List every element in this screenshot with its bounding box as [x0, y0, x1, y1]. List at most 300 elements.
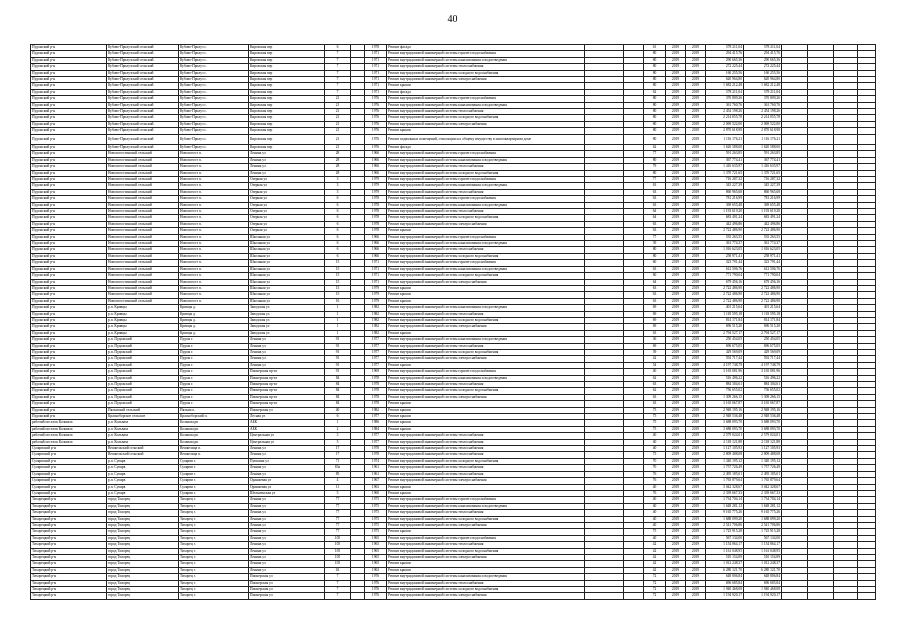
table-cell: Кубово-Прилуз с. — [179, 51, 249, 57]
table-cell: Ремонт внутридомовой инженерной системы теплоснабжения — [387, 446, 585, 452]
table-cell: 1982 — [365, 324, 387, 330]
repair-program-table — [30, 44, 876, 600]
table-cell: Пионерская ул — [249, 574, 325, 580]
table-cell: 1 682 212,48 — [744, 83, 782, 89]
table-cell: рабочий поселок Кольваза — [31, 439, 107, 445]
table-cell: 1975 — [365, 516, 387, 522]
table-cell: Ремонт внутридомовой инженерной системы горячего водоснабжения — [387, 151, 585, 157]
table-cell: 2019 — [686, 484, 706, 490]
table-cell: 39 — [644, 241, 666, 247]
table-cell: 2019 — [666, 324, 686, 330]
table-cell: Кировская пер — [249, 134, 325, 144]
table-cell: Суоярви г. — [179, 471, 249, 477]
table-cell: Пяльмский сельский — [107, 407, 179, 413]
table-cell: р.п. Кривцы — [107, 305, 179, 311]
table-cell: 2019 — [666, 593, 686, 599]
table-cell: 2019 — [666, 109, 686, 115]
table-cell: 1 118 595,18 — [706, 311, 744, 317]
table-cell: 2019 — [686, 70, 706, 76]
table-cell: 1978 — [365, 394, 387, 400]
table-cell: р.п. Кривцы — [107, 317, 179, 323]
table-cell: Кривцы д. — [179, 311, 249, 317]
table-cell: Кубово-Прилузский сельский — [107, 70, 179, 76]
table-cell: 69 — [644, 317, 666, 323]
table-cell: Ленина ул — [249, 548, 325, 554]
table-cell: 2 214 055,78 — [744, 115, 782, 121]
table-cell: 2019 — [686, 510, 706, 516]
table-cell: Школьная ул — [249, 273, 325, 279]
table-cell: 2019 — [686, 241, 706, 247]
table-cell: Ленина ул — [249, 343, 325, 349]
table-cell: 2019 — [666, 388, 686, 394]
table-cell: 2019 — [666, 497, 686, 503]
table-cell: Кубово-Прилузский сельский — [107, 64, 179, 70]
table-cell: 781 216,99 — [744, 196, 782, 202]
table-cell: 2019 — [666, 253, 686, 259]
table-cell: Тихорец г. — [179, 554, 249, 560]
table-cell: Ремонт внутридомовой инженерной системы теплоснабжения — [387, 311, 585, 317]
table-cell: 80 — [644, 121, 666, 127]
table-cell: 76 — [644, 471, 666, 477]
table-cell: Ремонт внутридомовой инженерной системы холодного водоснабжения — [387, 317, 585, 323]
table-cell: 1 765 879,64 — [744, 478, 782, 484]
table-cell: 2019 — [666, 407, 686, 413]
table-cell: 2019 — [686, 401, 706, 407]
table-cell: 250 454,05 — [744, 337, 782, 343]
table-cell: 2019 — [666, 170, 686, 176]
table-cell: Пионерская пр-кт — [249, 369, 325, 375]
table-cell: Ремонт внутридомовой инженерной системы теплоснабжения — [387, 439, 585, 445]
table-cell: Школьная ул — [249, 260, 325, 266]
table-cell: 2019 — [666, 580, 686, 586]
table-cell: 36 — [644, 337, 666, 343]
table-cell: р.п. Пудожский — [107, 337, 179, 343]
table-cell: 2019 — [666, 70, 686, 76]
table-cell: Лесная ул — [249, 414, 325, 420]
table-cell: Новопогостинский сельский — [107, 221, 179, 227]
table-cell: 85 — [325, 471, 351, 477]
table-cell: 1966 — [365, 241, 387, 247]
table-cell: 2019 — [686, 266, 706, 272]
table-cell: 3 — [325, 177, 351, 183]
table-cell: Кубово-Прилузский сельский — [107, 121, 179, 127]
table-cell: Пионерская ул — [249, 580, 325, 586]
table-cell: 2019 — [686, 144, 706, 150]
table-cell: город Тихорец — [107, 554, 179, 560]
table-cell: Кривцы д. — [179, 324, 249, 330]
table-cell: 258 971,41 — [744, 253, 782, 259]
table-cell: 6 — [325, 45, 351, 51]
table-cell: Озерная ул — [249, 228, 325, 234]
table-cell: 1 682 212,48 — [706, 83, 744, 89]
table-cell: 814 171,84 — [706, 317, 744, 323]
table-cell: Суоярви г. — [179, 465, 249, 471]
table-cell: Кубово-Прилузский сельский — [107, 83, 179, 89]
table-cell: Школьная ул — [249, 285, 325, 291]
table-cell: 15 — [325, 260, 351, 266]
table-cell: 2 454 198,26 — [706, 109, 744, 115]
table-cell: Ремонт крыши — [387, 292, 585, 298]
table-cell: 40 — [644, 522, 666, 528]
table-cell: 3 165 081,96 — [706, 369, 744, 375]
table-cell: Пудожский р-н — [31, 221, 107, 227]
table-cell: р.п. Суоярв — [107, 458, 179, 464]
table-cell: 84 — [325, 382, 351, 388]
table-cell: Ремонт крыши — [387, 426, 585, 432]
table-cell: 1979 — [365, 189, 387, 195]
table-cell: 2019 — [686, 548, 706, 554]
table-cell: Пудожский р-н — [31, 189, 107, 195]
table-cell: 69 — [644, 324, 666, 330]
table-cell: город Тихорец — [107, 542, 179, 548]
table-cell: 578 211,04 — [744, 89, 782, 95]
table-cell: 2019 — [666, 426, 686, 432]
table-cell: 2019 — [666, 77, 686, 83]
table-cell: 1979 — [365, 177, 387, 183]
table-cell: 39 — [644, 349, 666, 355]
table-cell: 2 069 522,00 — [744, 121, 782, 127]
table-cell: Школьная ул — [249, 241, 325, 247]
table-cell: 716 287,32 — [744, 177, 782, 183]
table-cell: Пудож г. — [179, 401, 249, 407]
table-cell: 6 — [325, 221, 351, 227]
table-cell: 756 655,02 — [744, 388, 782, 394]
table-cell: 2 722 486,90 — [706, 298, 744, 304]
table-cell: 2019 — [666, 471, 686, 477]
table-cell: 1978 — [365, 202, 387, 208]
table-cell: 75 — [644, 420, 666, 426]
table-cell: Новопогост п. — [179, 228, 249, 234]
table-cell: Кубово-Прилуз с. — [179, 128, 249, 134]
table-cell: Суоярвский р-н — [31, 490, 107, 496]
table-cell: Новопогостинский сельский — [107, 260, 179, 266]
table-cell: 21 — [325, 121, 351, 127]
table-cell: Пудожский р-н — [31, 77, 107, 83]
table-cell: Пудожский р-н — [31, 102, 107, 108]
table-cell: Тихорец г. — [179, 574, 249, 580]
table-cell: Кубово-Прилузский сельский — [107, 109, 179, 115]
table-cell: 75 — [644, 529, 666, 535]
table-cell: 6 — [325, 228, 351, 234]
table-cell: Ремонт внутридомовой инженерной системы теплоснабжения — [387, 109, 585, 115]
table-cell: 77 — [325, 522, 351, 528]
table-cell: Ремонт внутридомовой инженерной системы теплоснабжения — [387, 433, 585, 439]
table-cell: Суоярвский р-н — [31, 465, 107, 471]
table-cell: Пудожский р-н — [31, 260, 107, 266]
table-cell: 2019 — [666, 548, 686, 554]
table-cell: Пудожский р-н — [31, 144, 107, 150]
table-cell: 2 541 706,86 — [744, 522, 782, 528]
table-cell: 612 506,76 — [744, 266, 782, 272]
table-cell: 1 194 920,17 — [744, 593, 782, 599]
table-cell: 15 — [325, 273, 351, 279]
table-cell: город Тихорец — [107, 529, 179, 535]
table-cell: 1 016 623,05 — [744, 247, 782, 253]
table-cell: 1984 — [365, 426, 387, 432]
table-cell: Ленина ул — [249, 465, 325, 471]
table-cell: 716 287,32 — [706, 177, 744, 183]
table-cell: 63 — [644, 228, 666, 234]
table-cell: Ремонт внутридомовой инженерной системы электроснабжения — [387, 279, 585, 285]
table-cell: Суоярвский р-н — [31, 446, 107, 452]
table-cell: 6 — [325, 215, 351, 221]
table-cell: Пудожский р-н — [31, 228, 107, 234]
table-cell: Вешкельский сельский — [107, 452, 179, 458]
table-cell: 2 870 618,98 — [744, 128, 782, 134]
table-cell: 1 118 595,18 — [744, 311, 782, 317]
table-cell: Кубово-Прилуз с. — [179, 96, 249, 102]
table-cell: 4 197 748,79 — [744, 362, 782, 368]
table-cell: 1 370 721,65 — [744, 170, 782, 176]
table-cell: Ремонт крыши — [387, 407, 585, 413]
table-cell: 1976 — [365, 587, 387, 593]
table-cell: Новопогостинский сельский — [107, 209, 179, 215]
table-cell: Кубово-Прилузский сельский — [107, 77, 179, 83]
table-cell: Озерная ул — [249, 209, 325, 215]
table-cell: Кубово-Прилуз с. — [179, 45, 249, 51]
table-cell: 2019 — [686, 433, 706, 439]
table-cell: 361 760,76 — [744, 102, 782, 108]
table-cell: 2019 — [666, 510, 686, 516]
table-cell: Кировская пер — [249, 45, 325, 51]
table-cell: 62 — [644, 89, 666, 95]
table-cell: 7 — [325, 57, 351, 63]
table-cell: 40 — [644, 433, 666, 439]
table-cell: Ремонт внутридомовой инженерной системы электроснабжения — [387, 522, 585, 528]
table-cell: 1986 — [365, 420, 387, 426]
table-cell: 42 — [644, 356, 666, 362]
table-cell: 696 685,84 — [744, 580, 782, 586]
table-cell: 683 491,24 — [744, 215, 782, 221]
table-cell: 2019 — [686, 452, 706, 458]
table-cell: Новопогост п. — [179, 221, 249, 227]
table-cell: 369 655,48 — [744, 202, 782, 208]
table-cell: 2019 — [686, 503, 706, 509]
table-cell: 442 496,86 — [744, 221, 782, 227]
table-cell: 1978 — [365, 45, 387, 51]
table-cell: 2019 — [666, 503, 686, 509]
table-cell: 63 — [644, 401, 666, 407]
table-cell: Ремонт фасада — [387, 144, 585, 150]
table-cell: 21 — [325, 115, 351, 121]
table-cell: Тихорец г. — [179, 587, 249, 593]
table-cell: 63 — [644, 266, 666, 272]
table-cell: Ремонт внутридомовой инженерной системы канализования и водоотведения — [387, 503, 585, 509]
table-cell: 2019 — [686, 535, 706, 541]
table-cell: 578 211,04 — [706, 89, 744, 95]
table-cell: 21 — [325, 128, 351, 134]
table-cell: Ремонт внутридомовой инженерной системы электроснабжения — [387, 221, 585, 227]
table-cell: 323 791,44 — [706, 260, 744, 266]
table-cell: 2019 — [686, 221, 706, 227]
table-cell: 17 — [325, 452, 351, 458]
table-cell: Суоярвский р-н — [31, 458, 107, 464]
table-cell: Ремонт внутридомовой инженерной системы горячего водоснабжения — [387, 369, 585, 375]
table-cell: 771 790,04 — [706, 273, 744, 279]
table-cell: Пионерская пр-кт — [249, 382, 325, 388]
table-cell: 2 722 486,90 — [706, 292, 744, 298]
table-cell: 1977 — [365, 414, 387, 420]
table-cell: Пудожский р-н — [31, 234, 107, 240]
table-cell: 2019 — [666, 215, 686, 221]
table-cell: Ремонт внутридомовой инженерной системы теплоснабжения — [387, 510, 585, 516]
table-cell: Пудожский р-н — [31, 292, 107, 298]
table-cell: Новопогост п. — [179, 285, 249, 291]
table-cell: 3 165 067,87 — [744, 401, 782, 407]
table-cell: Новопогостинский сельский — [107, 189, 179, 195]
table-cell: 1978 — [365, 196, 387, 202]
table-cell: 1 309 266,15 — [706, 394, 744, 400]
table-cell: 6 — [325, 414, 351, 420]
table-cell: 15 — [325, 285, 351, 291]
table-cell: 2019 — [666, 330, 686, 336]
table-cell: Пудожский р-н — [31, 356, 107, 362]
table-cell: 516 496,22 — [706, 375, 744, 381]
table-cell: 7 — [325, 77, 351, 83]
table-cell: Тихорец г. — [179, 522, 249, 528]
table-cell: Ремонт внутридомовой инженерной системы канализования и водоотведения — [387, 266, 585, 272]
table-cell: 2019 — [686, 388, 706, 394]
table-cell: 510 154,89 — [744, 554, 782, 560]
table-cell: 1977 — [365, 439, 387, 445]
table-cell: Ленина ул — [249, 452, 325, 458]
table-cell: 64 — [644, 209, 666, 215]
table-cell: 1978 — [365, 215, 387, 221]
table-cell: Ленина ул — [249, 503, 325, 509]
table-cell: 6 280 121,70 — [706, 567, 744, 573]
table-cell: р.п. Пудожский — [107, 356, 179, 362]
table-cell: 2 809 488,08 — [706, 452, 744, 458]
table-cell: Ремонт внутридомовой инженерной системы холодного водоснабжения — [387, 253, 585, 259]
table-cell: Новопогост п. — [179, 196, 249, 202]
table-cell: 2019 — [686, 311, 706, 317]
table-cell: 2019 — [686, 337, 706, 343]
table-cell: 80 — [644, 170, 666, 176]
table-cell: 2019 — [666, 89, 686, 95]
table-cell: 2019 — [666, 177, 686, 183]
table-cell: 2019 — [666, 554, 686, 560]
table-cell: 63 — [644, 202, 666, 208]
table-cell: 2019 — [686, 196, 706, 202]
table-cell: Ремонт крыши — [387, 490, 585, 496]
table-cell: Заводская ул — [249, 311, 325, 317]
table-cell: 2019 — [666, 516, 686, 522]
table-cell: Ленина ул — [249, 170, 325, 176]
table-cell: Новопогостинский сельский — [107, 253, 179, 259]
table-cell: 1966 — [365, 247, 387, 253]
table-cell: 2019 — [686, 426, 706, 432]
table-cell: Новопогост п. — [179, 170, 249, 176]
table-cell: 648 806,84 — [744, 574, 782, 580]
table-cell: 28 — [325, 151, 351, 157]
table-cell: Пудожский р-н — [31, 89, 107, 95]
table-cell: 2019 — [686, 89, 706, 95]
table-cell: 1966 — [365, 157, 387, 163]
table-cell: Кубово-Прилуз с. — [179, 83, 249, 89]
table-cell: 1977 — [365, 362, 387, 368]
table-cell: 2019 — [686, 115, 706, 121]
table-cell: 2019 — [686, 407, 706, 413]
table-cell: Ремонт внутридомовой инженерной системы канализования и водоотведения — [387, 574, 585, 580]
table-cell: Ремонт внутридомовой инженерной системы теплоснабжения — [387, 452, 585, 458]
table-cell: 2019 — [686, 247, 706, 253]
table-cell: 2019 — [666, 196, 686, 202]
table-cell: Новопогостинский сельский — [107, 202, 179, 208]
table-cell: 91 — [325, 349, 351, 355]
table-cell: 1978 — [365, 228, 387, 234]
table-cell: 2 118 121,88 — [706, 439, 744, 445]
table-cell: 1 161 048,95 — [744, 548, 782, 554]
table-cell: 1963 — [365, 484, 387, 490]
table-cell: 1966 — [365, 253, 387, 259]
table-cell: 21 — [325, 96, 351, 102]
table-cell: 1976 — [365, 144, 387, 150]
table-cell: 2 794 527,17 — [706, 330, 744, 336]
table-cell: 64 — [644, 215, 666, 221]
table-cell: 1965 — [365, 561, 387, 567]
table-cell: Ленина ул — [249, 554, 325, 560]
table-cell: 2019 — [666, 128, 686, 134]
table-cell: Ремонт внутридомовой инженерной системы канализования и водоотведения — [387, 241, 585, 247]
table-cell: Пудож г. — [179, 362, 249, 368]
table-cell: Ремонт внутридомовой инженерной системы холодного водоснабжения — [387, 273, 585, 279]
table-cell: 2019 — [686, 209, 706, 215]
table-cell: 567 134,00 — [744, 535, 782, 541]
table-cell: 84 — [325, 401, 351, 407]
table-cell: 2019 — [686, 446, 706, 452]
table-cell: 2019 — [666, 349, 686, 355]
table-cell: Новопогостинский сельский — [107, 157, 179, 163]
table-cell: Тихорецкий р-н — [31, 567, 107, 573]
page-number: 40 — [447, 14, 458, 25]
table-cell: 1976 — [365, 102, 387, 108]
table-cell: 2019 — [666, 433, 686, 439]
table-cell: 1 — [325, 420, 351, 426]
table-cell: 6 280 121,70 — [744, 567, 782, 573]
table-cell: Ремонт фасада — [387, 45, 585, 51]
table-cell-empty — [808, 134, 834, 144]
table-cell-empty — [808, 593, 834, 599]
table-cell: 77 — [644, 177, 666, 183]
table-cell: 72 — [644, 593, 666, 599]
table-cell: 2019 — [686, 471, 706, 477]
table-cell: 105 — [325, 554, 351, 560]
table-cell: 1977 — [365, 349, 387, 355]
table-cell: 1977 — [365, 433, 387, 439]
table-cell: Пудожский р-н — [31, 51, 107, 57]
table-cell: Вешкелица п. — [179, 446, 249, 452]
table-cell: Оранжевая ул — [249, 478, 325, 484]
table-cell: Суоярви г. — [179, 484, 249, 490]
table-cell: 40 — [644, 446, 666, 452]
table-cell: 1 757 726,49 — [744, 465, 782, 471]
table-cell: 2 948 195,16 — [744, 407, 782, 413]
table-cell: 54 — [644, 362, 666, 368]
table-cell: Новопогост п. — [179, 253, 249, 259]
table-cell: город Тихорец — [107, 593, 179, 599]
table-cell: 91 — [325, 369, 351, 375]
table-cell: 2019 — [686, 109, 706, 115]
table-cell: Пушкина ул — [249, 458, 325, 464]
table-cell: 4 197 748,79 — [706, 362, 744, 368]
table-cell: 2019 — [666, 458, 686, 464]
table-cell: 2019 — [686, 343, 706, 349]
table-cell: 1975 — [365, 522, 387, 528]
table-cell: 2019 — [666, 221, 686, 227]
table-cell: Кольваза рп — [179, 433, 249, 439]
table-cell: 2019 — [666, 279, 686, 285]
table-cell: Красноборское сельское — [107, 414, 179, 420]
